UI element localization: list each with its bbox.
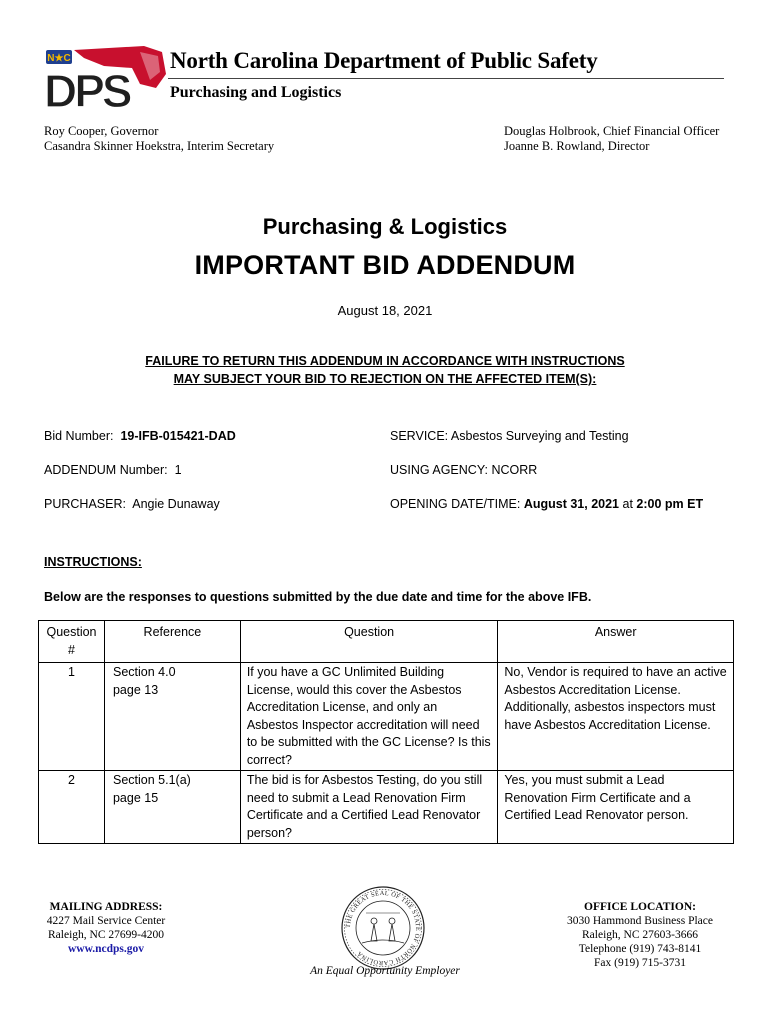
reference-section: Section 4.0 [112,665,176,679]
logo-text: DPS [44,65,130,110]
opening-date-value: August 31, 2021 [523,497,620,511]
instructions-text: Below are the responses to questions submitted by the due date and time for the above IFB. [44,590,592,604]
office-phone: Telephone (919) 743-8141 [578,943,702,955]
header-reference: Reference [104,621,240,663]
page-title: IMPORTANT BID ADDENDUM [194,250,576,280]
official-secretary: Casandra Skinner Hoekstra, Interim Secretary [44,139,275,153]
opening-label: OPENING DATE/TIME: [390,497,521,511]
division-name: Purchasing and Logistics [170,84,342,101]
state-seal-icon [340,885,426,971]
header-answer: Answer [498,621,734,663]
question-number: 1 [39,663,105,771]
office-fax: Fax (919) 715-3731 [594,957,686,969]
office-label: OFFICE LOCATION: [584,901,696,913]
agency-field [390,463,537,477]
warning-line-2: MAY SUBJECT YOUR BID TO REJECTION ON THE AFFECTED ITEM(S): [173,372,597,386]
official-governor: Roy Cooper, Governor [44,124,159,138]
reference-cell [104,663,240,771]
logo-badge: N★C [47,53,71,64]
header-question-number [39,621,105,663]
ncdps-logo [44,44,168,110]
seal-text: THE GREAT SEAL OF THE STATE OF NORTH CAROLINA [344,889,422,967]
warning-line-1: FAILURE TO RETURN THIS ADDENDUM IN ACCORDANCE WITH INSTRUCTIONS [145,354,625,368]
opening-at: at [622,497,633,511]
table-row [39,771,734,844]
agency-value: NCORR [491,463,538,477]
addendum-number-field [44,463,182,477]
reference-page: page 15 [112,790,159,805]
addendum-date: August 18, 2021 [337,303,433,318]
section-title: Purchasing & Logistics [262,214,508,239]
right-officials [504,124,719,154]
website-link[interactable]: www.ncdps.gov [67,943,145,955]
instructions-heading: INSTRUCTIONS: [44,555,142,569]
official-cfo: Douglas Holbrook, Chief Financial Officer [504,124,720,138]
question-text: The bid is for Asbestos Testing, do you still need to submit a Lead Renovation Firm Certificate and a Certified Lead Renovator person? [240,771,498,844]
service-value: Asbestos Surveying and Testing [450,429,629,443]
office-line-1: 3030 Hammond Business Place [567,915,713,927]
office-location [550,900,730,970]
bid-number-value: 19-IFB-015421-DAD [120,429,236,443]
purchaser-field [44,497,220,511]
table-row [39,663,734,771]
bid-number-field [44,429,236,443]
purchaser-value: Angie Dunaway [132,497,220,511]
opening-field [390,497,703,511]
reference-page: page 13 [112,682,159,697]
answer-text: Yes, you must submit a Lead Renovation Firm Certificate and a Certified Lead Renovator person. [498,771,734,844]
official-director: Joanne B. Rowland, Director [504,139,650,153]
mailing-label: MAILING ADDRESS: [49,901,163,913]
header-question: Question [240,621,498,663]
mailing-address [44,900,168,956]
mailing-line-2: Raleigh, NC 27699-4200 [48,929,164,941]
reference-section: Section 5.1(a) [112,773,191,787]
service-field [390,429,629,443]
qa-table [38,620,734,844]
office-line-2: Raleigh, NC 27603-3666 [582,929,698,941]
mailing-line-1: 4227 Mail Service Center [46,915,166,927]
purchaser-label: PURCHASER: [44,497,126,511]
agency-label: USING AGENCY: [390,463,488,477]
question-text: If you have a GC Unlimited Building License, would this cover the Asbestos Accreditation License, and only an Asbestos Inspector accreditation will need to be submitted with the GC License? Is this correct? [240,663,498,771]
reference-cell [104,771,240,844]
addendum-number-label: ADDENDUM Number: [44,463,168,477]
table-header-row [39,621,734,663]
header-divider [168,78,724,79]
header-question-number-line2: # [68,642,75,657]
service-label: SERVICE: [390,429,449,443]
header-question-number-line1: Question [46,625,97,639]
question-number: 2 [39,771,105,844]
answer-text: No, Vendor is required to have an active Asbestos Accreditation License. Additionally, asbestos inspectors must have Asbestos Accreditation License. [498,663,734,771]
department-title: North Carolina Department of Public Safety [170,48,598,73]
addendum-number-value: 1 [174,463,182,477]
opening-time-value: 2:00 pm ET [636,497,704,511]
rejection-warning [0,352,770,388]
equal-opportunity-statement: An Equal Opportunity Employer [310,965,460,977]
bid-number-label: Bid Number: [44,429,114,443]
left-officials [44,124,274,154]
